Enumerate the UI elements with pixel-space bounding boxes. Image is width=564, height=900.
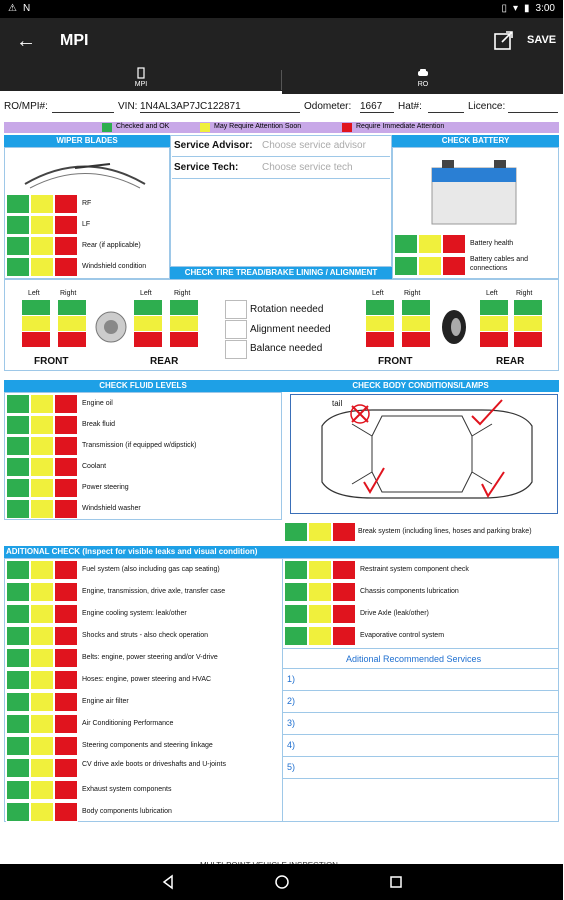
add-right-rating-0[interactable] [284,560,356,580]
rear-label: REAR [150,356,179,367]
additional-title: ADITIONAL CHECK (Inspect for visible leaks and visual condition) [4,546,559,558]
add-rating-7[interactable] [6,714,78,734]
recommended-item-2[interactable]: 2) [287,696,296,706]
hat-label: Hat#: [398,101,422,112]
warning-icon: ⚠ [8,3,17,14]
document-icon [135,67,147,79]
notification-icon: N [22,3,31,14]
add-right-rating-3[interactable] [284,626,356,646]
add-right-label-3: Evaporative control system [360,632,445,639]
back-arrow-icon[interactable]: ← [16,30,36,52]
vibrate-icon: ▯ [501,3,507,14]
rear2-left-label: Left [486,290,498,297]
legend-immediate: Require Immediate Attention [356,123,445,130]
legend-green-swatch [102,123,112,132]
wiper-lf-label: LF [82,221,91,228]
advisor-underline [172,156,390,157]
balance-checkbox[interactable] [225,340,247,359]
tab-ro-label: RO [417,81,429,88]
front-left-brake-rating[interactable] [366,300,394,348]
tab-ro[interactable] [282,64,564,94]
share-icon[interactable] [494,30,514,50]
add-rating-0[interactable] [6,560,78,580]
rear-right-tire-rating[interactable] [170,300,198,348]
battery-image [428,154,520,226]
service-tech-label: Service Tech: [174,162,239,173]
front-left-tire-rating[interactable] [22,300,50,348]
fluid-rating-4[interactable] [6,478,78,498]
balance-label: Balance needed [250,343,323,354]
add-label-9: CV drive axle boots or driveshafts and U-joints [82,761,226,768]
add-label-11: Body components lubrication [82,808,172,815]
add-right-label-2: Drive Axle (leak/other) [360,610,429,617]
rear-left-tire-rating[interactable] [134,300,162,348]
fluid-label-0: Engine oil [82,400,113,407]
battery-health-rating[interactable] [394,234,466,254]
add-rating-1[interactable] [6,582,78,602]
add-rating-3[interactable] [6,626,78,646]
recommended-item-4[interactable]: 4) [287,740,296,750]
add-label-7: Air Conditioning Performance [82,720,174,727]
recommended-top-rule [282,648,559,649]
home-nav-icon[interactable] [274,874,290,890]
battery-health-label: Battery health [470,240,514,247]
front-right-tire-rating[interactable] [58,300,86,348]
body-annotation: tail [332,399,343,408]
add-label-5: Hoses: engine, power steering and HVAC [82,676,212,683]
wiper-rf-rating[interactable] [6,194,78,214]
wifi-icon: ▾ [512,3,519,14]
front-right-label: Right [60,290,77,297]
rear2-label: REAR [496,356,525,367]
add-label-3: Shocks and struts - also check operation [82,632,209,639]
color-legend [4,122,559,133]
recommended-rule-2 [282,712,559,713]
legend-ok: Checked and OK [116,123,170,130]
page-title: MPI [60,32,89,49]
battery-title: CHECK BATTERY [392,135,559,147]
windshield-rating[interactable] [6,257,78,277]
vin-label: VIN: [118,101,138,112]
legend-soon: May Require Attention Soon [214,123,302,130]
add-label-8: Steering components and steering linkage [82,742,213,749]
recommended-item-1[interactable]: 1) [287,674,296,684]
break-system-label: Break system (including lines, hoses and parking brake) [358,528,532,535]
rear-right-label: Right [174,290,191,297]
service-section [170,135,392,267]
front2-label: FRONT [378,356,413,367]
car-icon [417,67,429,79]
windshield-label: Windshield condition [82,263,147,270]
front-right-brake-rating[interactable] [402,300,430,348]
ro-mpi-label: RO/MPI#: [4,101,48,112]
alignment-label: Alignment needed [250,324,331,335]
service-advisor-label: Service Advisor: [174,140,253,151]
recommended-rule-3 [282,734,559,735]
rotation-label: Rotation needed [250,304,324,315]
tab-mpi[interactable] [0,64,282,94]
inspection-form [0,94,563,864]
add-right-label-1: Chassis components lubrication [360,588,459,595]
service-tech-select[interactable]: Choose service tech [262,162,353,173]
add-label-1: Engine, transmission, drive axle, transfer case [82,588,226,595]
recents-nav-icon[interactable] [388,874,404,890]
fluid-rating-5[interactable] [6,499,78,519]
status-time: 3:00 [535,3,555,14]
add-label-4: Belts: engine, power steering and/or V-drive [82,654,218,661]
rear-left-label: Left [140,290,152,297]
rear2-right-label: Right [516,290,533,297]
legend-red-swatch [342,123,352,132]
add-rating-4[interactable] [6,648,78,668]
wiper-rf-label: RF [82,200,92,207]
add-rating-10[interactable] [6,780,78,800]
fluid-label-2: Transmission (if equipped w/dipstick) [82,442,197,449]
tech-underline [172,178,390,179]
fluid-label-4: Power steering [82,484,129,491]
add-right-label-0: Restraint system component check [360,566,469,573]
break-system-rating[interactable] [284,522,356,542]
wiper-rear-label: Rear (if applicable) [82,242,141,249]
battery-icon: ▮ [524,3,530,14]
odometer-field[interactable]: 1667 [360,101,394,113]
add-rating-9[interactable] [6,758,78,778]
recommended-item-5[interactable]: 5) [287,762,296,772]
status-bar [0,0,563,18]
rear-right-brake-rating[interactable] [514,300,542,348]
alignment-checkbox[interactable] [225,320,247,339]
hat-field[interactable] [428,112,464,113]
tab-mpi-label: MPI [134,81,148,88]
wiper-rear-rating[interactable] [6,236,78,256]
add-label-6: Engine air filter [82,698,129,705]
fluid-rating-3[interactable] [6,457,78,477]
front-left-label: Left [28,290,40,297]
wiper-title: WIPER BLADES [4,135,170,147]
add-rating-5[interactable] [6,670,78,690]
navigation-bar [0,864,563,900]
ro-mpi-field[interactable] [52,112,114,113]
add-label-0: Fuel system (also including gas cap seating) [82,566,220,573]
back-nav-icon[interactable] [160,874,176,890]
add-rating-8[interactable] [6,736,78,756]
fluid-rating-0[interactable] [6,394,78,414]
fluid-label-3: Coolant [82,463,107,470]
recommended-title: Aditional Recommended Services [346,654,482,664]
rotation-checkbox[interactable] [225,300,247,319]
tab-divider [281,70,282,90]
fluid-rating-1[interactable] [6,415,78,435]
service-advisor-select[interactable]: Choose service advisor [262,140,366,151]
wiper-lf-rating[interactable] [6,215,78,235]
legend-yellow-swatch [200,123,210,132]
rear-left-brake-rating[interactable] [480,300,508,348]
front-label: FRONT [34,356,69,367]
front2-left-label: Left [372,290,384,297]
tire-icon [440,308,468,346]
fluid-label-5: Windshield washer [82,505,141,512]
add-right-rating-2[interactable] [284,604,356,624]
save-button[interactable]: SAVE [527,34,557,46]
tires-title: CHECK TIRE TREAD/BRAKE LINING / ALIGNMENT [170,267,392,279]
wiper-blade-image [20,154,150,194]
add-rating-2[interactable] [6,604,78,624]
add-right-rating-1[interactable] [284,582,356,602]
brake-disc-icon [94,310,128,344]
fluid-label-1: Break fluid [82,421,116,428]
odometer-label: Odometer: [304,101,352,112]
fluid-rating-2[interactable] [6,436,78,456]
add-rating-6[interactable] [6,692,78,712]
add-label-10: Exhaust system components [82,786,172,793]
licence-field[interactable] [508,112,558,113]
body-title: CHECK BODY CONDITIONS/LAMPS [282,380,559,392]
recommended-rule-0 [282,668,559,669]
battery-cables-rating[interactable] [394,256,466,276]
fluids-title: CHECK FLUID LEVELS [4,380,282,392]
recommended-rule-4 [282,756,559,757]
front2-right-label: Right [404,290,421,297]
recommended-rule-5 [282,778,559,779]
licence-label: Licence: [468,101,506,112]
app-bar [0,18,563,64]
recommended-item-3[interactable]: 3) [287,718,296,728]
add-label-2: Engine cooling system: leak/other [82,610,187,617]
add-rating-11[interactable] [6,802,78,822]
recommended-rule-1 [282,690,559,691]
battery-cables-label: Battery cables and connections [470,256,528,272]
vin-field[interactable]: 1N4AL3AP7JC122871 [140,101,300,113]
car-outline-image [292,396,556,512]
